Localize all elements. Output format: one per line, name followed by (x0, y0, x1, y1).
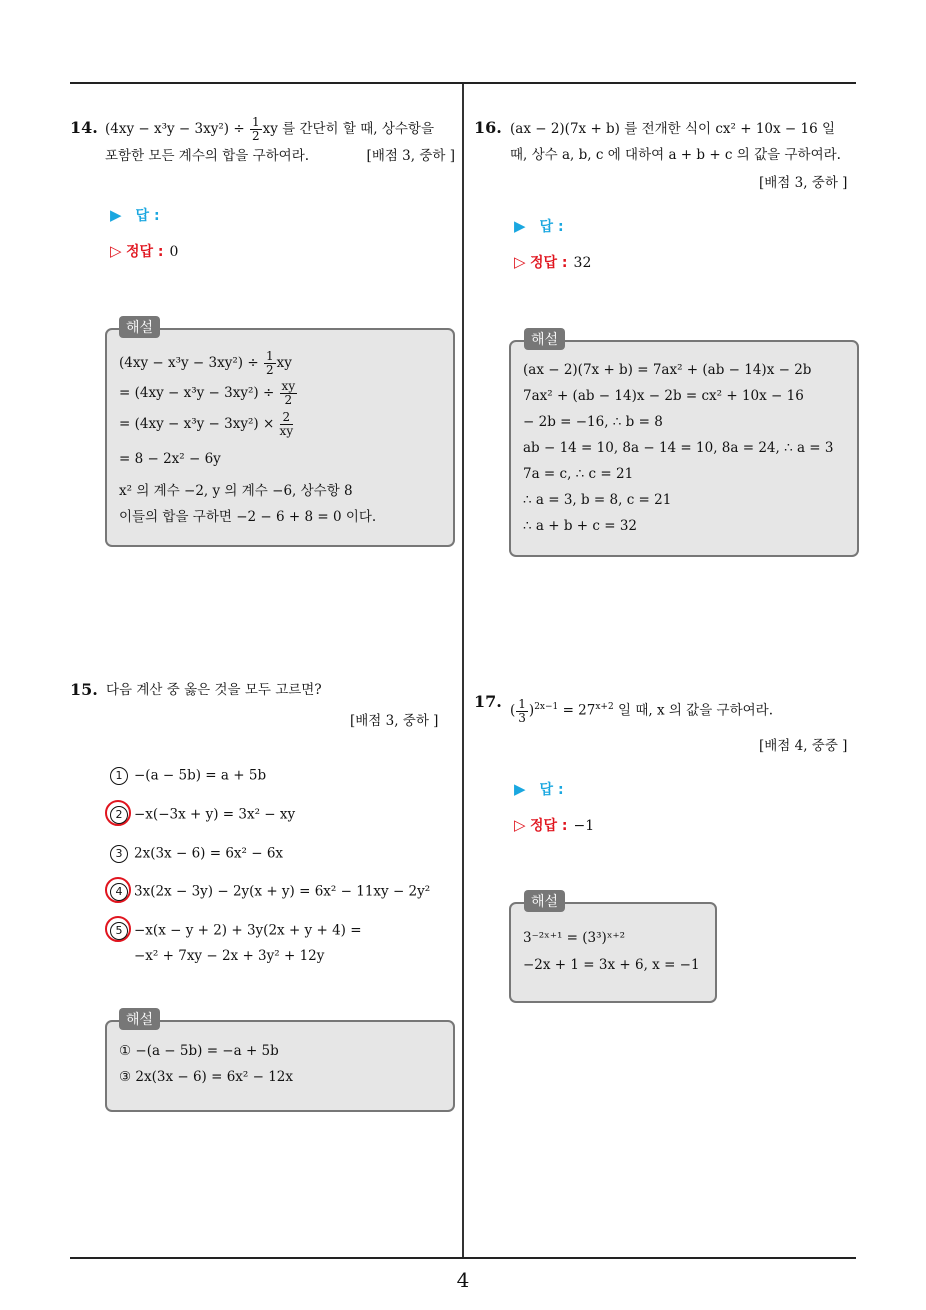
q15-sol-l1: ① −(a − 5b) = −a + 5b (119, 1043, 279, 1059)
q15-solution-tag: 해설 (119, 1008, 160, 1030)
q15-meta: [배점 3, 중하 ] (350, 713, 439, 729)
q14-fraction: $\frac{1}{2}$ (251, 115, 260, 143)
q15-sol-l2: ③ 2x(3x − 6) = 6x² − 12x (119, 1069, 294, 1085)
q15-choice-2[interactable]: 2 −x(−3x + y) = 3x² − xy (110, 806, 295, 824)
q16-sol-l3: − 2b = −16, ∴ b = 8 (523, 414, 663, 430)
q17-answer-row[interactable] (514, 779, 564, 799)
answer-label: 답 : (135, 208, 160, 224)
q14-correct-row (110, 241, 178, 261)
q16-sol-l1: (ax − 2)(7x + b) = 7ax² + (ab − 14)x − 2b (523, 362, 812, 378)
q15-choice-1[interactable]: 1 −(a − 5b) = a + 5b (110, 767, 266, 785)
q17-fraction: $\frac{1}{3}$ (518, 696, 526, 725)
q16-answer-row[interactable] (514, 216, 564, 236)
q14-sol-l2: = (4xy − x³y − 3xy²) ÷ $\frac{xy}{2}$ (119, 379, 296, 407)
correct-triangle-icon: ▷ (514, 253, 526, 271)
q16-number: 16. (474, 118, 502, 137)
q15-number: 15. (70, 680, 98, 699)
bottom-rule (70, 1257, 856, 1259)
q15-text: 다음 계산 중 옳은 것을 모두 고르면? (106, 682, 322, 698)
choice-marker: 2 (110, 806, 128, 824)
correct-label: 정답 : (530, 255, 568, 271)
choice-marker: 5 (110, 922, 128, 940)
q16-solution-tag: 해설 (524, 328, 565, 350)
choice-marker: 4 (110, 883, 128, 901)
q17-correct-row (514, 815, 594, 835)
q17-number: 17. (474, 692, 502, 711)
answer-triangle-icon: ▶ (514, 780, 526, 798)
q14-expr-post: xy 를 간단히 할 때, 상수항을 (262, 121, 434, 137)
q15-choice-5[interactable]: 5 −x(x − y + 2) + 3y(2x + y + 4) = (110, 922, 362, 940)
q17-meta: [배점 4, 중중 ] (759, 738, 848, 754)
q17-solution-box (509, 902, 717, 1003)
q15-solution-box (105, 1020, 455, 1112)
q14-sol-l4: = 8 − 2x² − 6y (119, 451, 221, 467)
correct-triangle-icon: ▷ (514, 816, 526, 834)
q16-correct-value: 32 (573, 255, 592, 271)
q14-sol-l5: x² 의 계수 −2, y 의 계수 −6, 상수항 8 (119, 483, 353, 499)
q16-meta: [배점 3, 중하 ] (759, 175, 848, 191)
column-divider (462, 84, 464, 1258)
q14-sol-l3: = (4xy − x³y − 3xy²) × $\frac{2}{xy}$ (119, 410, 294, 438)
q14-meta: [배점 3, 중하 ] (366, 148, 455, 164)
q14-answer-row[interactable] (110, 205, 160, 225)
answer-label: 답 : (539, 219, 564, 235)
q17-sol-l2: −2x + 1 = 3x + 6, x = −1 (523, 957, 700, 973)
answer-triangle-icon: ▶ (110, 206, 122, 224)
q15-choice-3[interactable]: 3 2x(3x − 6) = 6x² − 6x (110, 845, 283, 863)
q17-correct-value: −1 (573, 818, 595, 834)
correct-label: 정답 : (126, 244, 164, 260)
q14-line2: 포함한 모든 계수의 합을 구하여라. (105, 148, 310, 164)
page-number: 4 (456, 1268, 470, 1292)
choice-marker: 3 (110, 845, 128, 863)
q17-sol-l1: 3⁻²ˣ⁺¹ = (3³)ˣ⁺² (523, 930, 626, 946)
q17-text: ( $\frac{1}{3}$ )$^{2x-1} = 27^{x+2}$ 일 때, x 의 값을 구하여라. (510, 696, 774, 725)
choice-marker: 1 (110, 767, 128, 785)
answer-triangle-icon: ▶ (514, 217, 526, 235)
q14-expr-pre: (4xy − x³y − 3xy²) ÷ (105, 121, 249, 137)
answer-label: 답 : (539, 782, 564, 798)
q16-line1: (ax − 2)(7x + b) 를 전개한 식이 cx² + 10x − 16 일 (510, 121, 836, 137)
q16-sol-l4: ab − 14 = 10, 8a − 14 = 10, 8a = 24, ∴ a = 3 (523, 440, 834, 456)
q14-text (105, 116, 455, 169)
q16-sol-l2: 7ax² + (ab − 14)x − 2b = cx² + 10x − 16 (523, 388, 804, 404)
q16-sol-l5: 7a = c, ∴ c = 21 (523, 466, 634, 482)
q16-correct-row (514, 252, 591, 272)
correct-label: 정답 : (530, 818, 568, 834)
q17-solution-tag: 해설 (524, 890, 565, 912)
q16-line2: 때, 상수 a, b, c 에 대하여 a + b + c 의 값을 구하여라. (510, 147, 841, 163)
q14-sol-l6: 이들의 합을 구하면 −2 − 6 + 8 = 0 이다. (119, 509, 377, 525)
q14-correct-value: 0 (169, 244, 179, 260)
q16-sol-l6: ∴ a = 3, b = 8, c = 21 (523, 492, 672, 508)
q16-sol-l7: ∴ a + b + c = 32 (523, 518, 637, 534)
q14-solution-tag: 해설 (119, 316, 160, 338)
q14-sol-l1: (4xy − x³y − 3xy²) ÷ $\frac{1}{2}$ xy (119, 349, 292, 377)
q15-choice-4[interactable]: 4 3x(2x − 3y) − 2y(x + y) = 6x² − 11xy − 2y² (110, 883, 430, 901)
q14-number: 14. (70, 118, 98, 137)
correct-triangle-icon: ▷ (110, 242, 122, 260)
q15-choice-5-continued: −x² + 7xy − 2x + 3y² + 12y (134, 948, 325, 964)
